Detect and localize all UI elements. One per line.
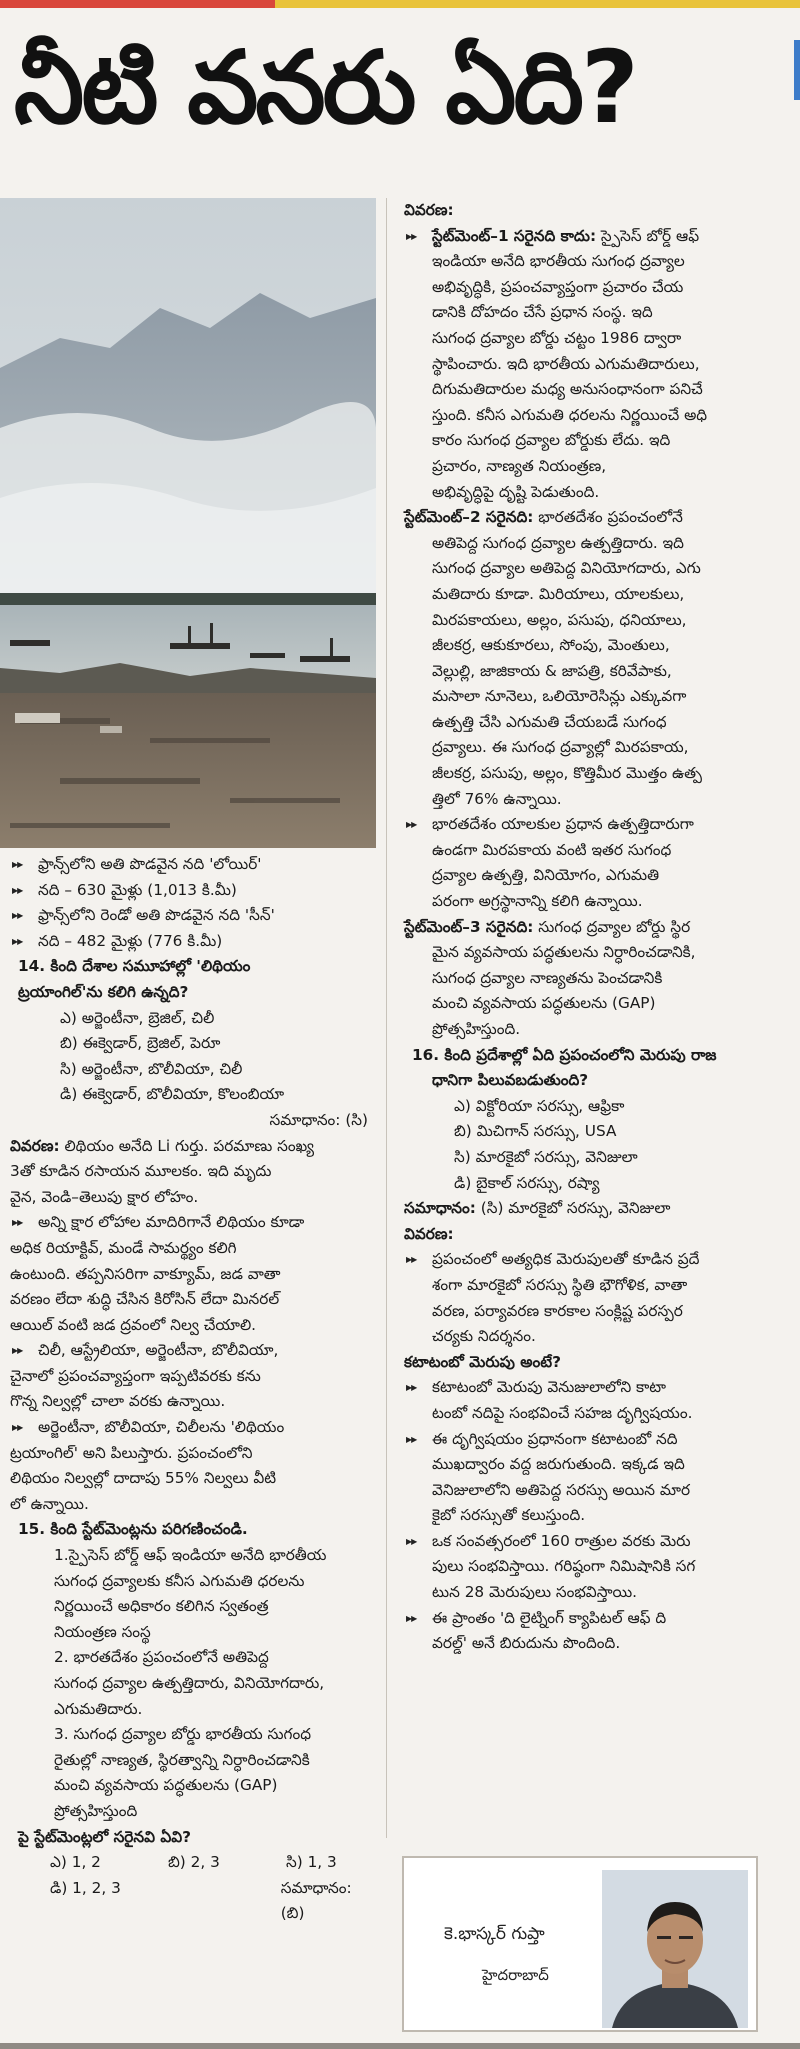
statement-line: ఎగుమతిదారు. <box>54 1699 143 1718</box>
text-line: ప్రోత్సహిస్తుంది. <box>432 1020 521 1038</box>
text-line: ముఖద్వారం వద్ద జరుగుతుంది. ఇక్కడ ఇది <box>432 1455 685 1474</box>
headline: నీటి వనరు ఏది? <box>14 29 636 146</box>
text-line: సుగంధ ద్రవ్యాల అతిపెద్ద వినియోగదారు, ఎగు <box>432 559 701 578</box>
statement-3-lead <box>404 915 792 941</box>
text-line: లో ఉన్నాయి. <box>10 1494 89 1513</box>
bullet-line: ▶▶ చిలీ, ఆస్ట్రేలియా, అర్జెంటీనా, బొలీవియా, <box>10 1338 378 1364</box>
text-line: సుగంధ ద్రవ్యాల బోర్డు చట్టం 1986 ద్వారా <box>432 328 682 347</box>
page-edge-marker <box>794 40 800 100</box>
text-line: జీలకర్ర, పసుపు, అల్లం, కొత్తిమీర మొత్తం ఉత్ప <box>432 764 702 783</box>
text-line: దిగుమతిదారుల మధ్య అనుసంధానంగా పనిచే <box>432 380 703 399</box>
explanation-text: లిథియం అనేది Li గుర్తు. పరమాణు సంఖ్య <box>59 1136 315 1155</box>
author-box <box>402 1856 758 2032</box>
option-c: సి) అర్జెంటీనా, బొలీవియా, చిలీ <box>60 1059 243 1078</box>
text-line: గొన్న నిల్వల్లో చాలా వరకు ఉన్నాయి. <box>10 1392 226 1411</box>
q15-option-c: సి) 1, 3 <box>286 1853 337 1872</box>
statement-line: 2. భారతదేశం ప్రపంచంలోనే అతిపెద్ద <box>54 1648 269 1667</box>
explanation-heading: వివరణ: <box>404 1224 454 1243</box>
text-line: ఉంటుంది. తప్పనిసరిగా వాక్యూమ్, జడ వాతా <box>10 1264 281 1283</box>
lake-photo-image <box>0 198 376 848</box>
statement-1-lead <box>404 224 792 250</box>
text-line: ద్రవ్యాల ఉత్పత్తి, వినియోగం, ఎగుమతి <box>432 866 660 885</box>
statement-line: ప్రోత్సహిస్తుంది <box>54 1801 138 1820</box>
text-line: వరణ, పర్యావరణ కారకాల సంక్లిష్ట పరస్పర <box>432 1301 683 1320</box>
right-column <box>404 198 792 1657</box>
option-a: ఎ) విక్టోరియా సరస్సు, ఆఫ్రికా <box>454 1096 625 1115</box>
statement-2-text: భారతదేశం ప్రపంచంలోనే <box>533 508 683 527</box>
bullet-line: ▶▶ ఫ్రాన్స్‌లోని అతి పొడవైన నది 'లోయిర్' <box>10 852 378 878</box>
explanation-lead <box>10 1134 378 1160</box>
text-line: 3తో కూడిన రసాయన మూలకం. ఇది మృదు <box>10 1162 272 1181</box>
bullet-line: ▶▶ ఈ దృగ్విషయం ప్రధానంగా కటాటంబో నది <box>404 1427 792 1453</box>
bullet-line: ▶▶ ఒక సంవత్సరంలో 160 రాత్రుల వరకు మెరు <box>404 1529 792 1555</box>
text-line: ప్రచారం, నాణ్యత నియంత్రణ, <box>432 456 607 475</box>
text-line: ద్రవ్యాలు. ఈ సుగంధ ద్రవ్యాల్లో మిరపకాయ, <box>432 738 689 757</box>
bottom-rule <box>0 2043 800 2049</box>
author-city: హైదరాబాద్ <box>482 1966 549 1984</box>
statement-line: సుగంధ ద్రవ్యాల ఉత్పత్తిదారు, వినియోగదారు, <box>54 1674 325 1692</box>
author-photo <box>602 1870 748 2028</box>
bullet-line: ▶▶ నది – 482 మైళ్లు (776 కి.మీ) <box>10 929 378 955</box>
option-a: ఎ) అర్జెంటీనా, బ్రెజిల్, చిలీ <box>60 1008 215 1027</box>
answer-16-label: సమాధానం: <box>404 1199 476 1218</box>
text-line: టంబో నదిపై సంభవించే సహజ దృగ్విషయం. <box>432 1403 693 1422</box>
bullet-line: ▶▶ భారతదేశం యాలకుల ప్రధాన ఉత్పత్తిదారుగా <box>404 812 792 838</box>
text-line: పులు సంభవిస్తాయి. గరిష్ఠంగా నిమిషానికి సగ <box>432 1557 696 1576</box>
q15-option-b: బి) 2, 3 <box>168 1853 220 1872</box>
text-line: వెనిజులాలోని అతిపెద్ద సరస్సు అయిన మార <box>432 1480 691 1499</box>
bullet-line: ▶▶ ఫ్రాన్స్‌లోని రెండో అతి పొడవైన నది 'సీన్' <box>10 903 378 929</box>
option-b: బి) ఈక్వెడార్, బ్రెజిల్, పెరూ <box>60 1034 221 1053</box>
text-line: స్థాపించారు. ఇది భారతీయ ఎగుమతిదారులు, <box>432 354 700 373</box>
text-line: వైన, వెండి–తెలుపు క్షార లోహం. <box>10 1187 199 1206</box>
lake-photo <box>0 198 376 848</box>
statement-line: సుగంధ ద్రవ్యాలకు కనీస ఎగుమతి ధరలను <box>54 1571 305 1590</box>
text-line: మతిదారు కూడా. మిరియాలు, యాలకులు, <box>432 584 685 603</box>
subheading-catatumbo: కటాటంబో మెరుపు అంటే? <box>404 1352 561 1371</box>
question-16-title-cont: ధానిగా పిలువబడుతుంది? <box>432 1071 589 1090</box>
text-line: అభివృద్ధిపై దృష్టి పెడుతుంది. <box>432 482 600 501</box>
statement-line: నిర్ణయించే అధికారం కలిగిన స్వతంత్ర <box>54 1597 269 1616</box>
text-line: లిథియం నిల్వల్లో దాదాపు 55% నిల్వలు వీటి <box>10 1469 277 1488</box>
text-line: అతిపెద్ద సుగంధ ద్రవ్యాల ఉత్పత్తిదారు. ఇది <box>432 533 684 552</box>
answer-16 <box>404 1196 792 1222</box>
statement-2-label: స్టేట్‌మెంట్–2 సరైనది: <box>404 508 534 527</box>
text-line: సుగంధ ద్రవ్యాల నాణ్యతను పెంచడానికి <box>432 968 663 987</box>
bullet-line: ▶▶ అర్జెంటీనా, బొలీవియా, చిలీలను 'లిథియం <box>10 1415 378 1441</box>
text-line: శంగా మారకైబో సరస్సు స్థితి భౌగోళిక, వాతా <box>432 1275 688 1294</box>
text-line: టున 28 మెరుపులు సంభవిస్తాయి. <box>432 1583 637 1602</box>
question-15-title: 15. కింది స్టేట్‌మెంట్లను పరిగణించండి. <box>18 1520 248 1539</box>
author-name: కె.భాస్కర్ గుప్తా <box>444 1924 545 1944</box>
text-line: మసాలా నూనెలు, ఒలియోరెసిన్లు ఎక్కువగా <box>432 687 687 706</box>
q15-option-d: డి) 1, 2, 3 <box>50 1878 121 1897</box>
statement-line: నియంత్రణ సంస్థ <box>54 1622 151 1641</box>
text-line: వరల్డ్' అనే బిరుదును పొందింది. <box>432 1634 621 1653</box>
text-line: ఇండియా అనేది భారతీయ సుగంధ ద్రవ్యాల <box>432 252 685 271</box>
answer-15: సమాధానం: (బి) <box>280 1878 352 1923</box>
option-d: డి) ఈక్వెడార్, బొలీవియా, కొలంబియా <box>60 1085 285 1104</box>
text-line: స్తుంది. కనీస ఎగుమతి ధరలను నిర్ణయించే అధి <box>432 405 708 424</box>
top-color-bar-accent <box>0 0 275 8</box>
q15-options-row-1 <box>10 1850 378 1876</box>
q15-option-a: ఎ) 1, 2 <box>50 1853 101 1872</box>
text-line: డానికి దోహదం చేసే ప్రధాన సంస్థ. ఇది <box>432 303 653 322</box>
text-line: త్తిలో 76% ఉన్నాయి. <box>432 789 562 808</box>
text-line: వెల్లుల్లి, జాజికాయ & జాపత్రి, కరివేపాకు, <box>432 661 672 680</box>
option-c: సి) మారకైబో సరస్సు, వెనిజులా <box>454 1147 638 1166</box>
author-portrait-image <box>602 1870 748 2028</box>
statement-line: 1.స్పైసెస్ బోర్డ్ ఆఫ్ ఇండియా అనేది భారతీయ <box>54 1546 327 1565</box>
question-15-ask: పై స్టేట్‌మెంట్లలో సరైనవి ఏవి? <box>18 1827 191 1846</box>
text-line: పరంగా అగ్రస్థానాన్ని కలిగి ఉన్నాయి. <box>432 892 643 911</box>
top-color-bar <box>0 0 800 8</box>
text-line: ట్రయాంగిల్' అని పిలుస్తారు. ప్రపంచంలోని <box>10 1443 253 1462</box>
statement-2-lead <box>404 505 792 531</box>
statement-3-label: స్టేట్‌మెంట్–3 సరైనది: <box>404 917 534 936</box>
question-14-title-cont: ట్రయాంగిల్'ను కలిగి ఉన్నది? <box>18 982 189 1001</box>
question-14-title: 14. కింది దేశాల సమూహాల్లో 'లిథియం <box>18 957 251 976</box>
statement-1-text: స్పైసెస్ బోర్డ్ ఆఫ్ <box>596 226 700 245</box>
text-line: వరణం లేదా శుద్ధి చేసిన కిరోసిన్ లేదా మినరల్ <box>10 1290 280 1309</box>
bullet-line: ▶▶ నది – 630 మైళ్లు (1,013 కి.మీ) <box>10 878 378 904</box>
answer-14: సమాధానం: (సి) <box>269 1110 368 1129</box>
left-column <box>10 852 378 1927</box>
q15-options-row-2 <box>10 1876 378 1927</box>
text-line: మంచి వ్యవసాయ పద్ధతులను (GAP) <box>432 994 656 1013</box>
explanation-heading: వివరణ: <box>404 201 454 219</box>
text-line: ఆయిల్ వంటి జడ ద్రవంలో నిల్వ చేయాలి. <box>10 1315 257 1334</box>
bullet-line: ▶▶ అన్ని క్షార లోహాల మాదిరిగానే లిథియం కూడా <box>10 1210 378 1236</box>
text-line: అభివృద్ధికి, ప్రపంచవ్యాప్తంగా ప్రచారం చేయ <box>432 277 684 296</box>
explanation-label: వివరణ: <box>10 1136 60 1155</box>
text-line: కారం సుగంధ ద్రవ్యాల బోర్డుకు లేదు. ఇది <box>432 431 671 450</box>
statement-1-label: స్టేట్‌మెంట్–1 సరైనది కాదు: <box>432 226 597 245</box>
text-line: మిరపకాయలు, అల్లం, పసుపు, ధనియాలు, <box>432 610 687 629</box>
statement-line: 3. సుగంధ ద్రవ్యాల బోర్డు భారతీయ సుగంధ <box>54 1725 312 1744</box>
text-line: చైనాలో ప్రపంచవ్యాప్తంగా ఇప్పటివరకు కను <box>10 1366 261 1385</box>
column-divider <box>386 198 387 1838</box>
text-line: జీలకర్ర, ఆకుకూరలు, సోంపు, మెంతులు, <box>432 636 670 655</box>
text-line: కైబో సరస్సుతో కలుస్తుంది. <box>432 1506 586 1525</box>
bullet-line: ▶▶ ఈ ప్రాంతం 'ది లైట్నింగ్ క్యాపిటల్ ఆఫ్ ది <box>404 1606 792 1632</box>
statement-3-text: సుగంధ ద్రవ్యాల బోర్డు స్థిర <box>533 917 691 936</box>
text-line: ఉండగా మిరపకాయ వంటి ఇతర సుగంధ <box>432 840 672 859</box>
text-line: అధిక రియాక్టివ్, మండే సామర్థ్యం కలిగి <box>10 1238 237 1257</box>
bullet-line: ▶▶ కటాటంబో మెరుపు వెనుజులాలోని కాటా <box>404 1375 792 1401</box>
statement-line: మంచి వ్యవసాయ పద్ధతులను (GAP) <box>54 1776 278 1795</box>
answer-16-text: (సి) మారకైబో సరస్సు, వెనిజులా <box>475 1199 671 1218</box>
option-b: బి) మిచిగాన్ సరస్సు, USA <box>454 1122 617 1141</box>
bullet-line: ▶▶ ప్రపంచంలో అత్యధిక మెరుపులతో కూడిన ప్రదే <box>404 1247 792 1273</box>
statement-line: రైతుల్లో నాణ్యత, స్థిరత్వాన్ని నిర్ధారించడానికి <box>54 1750 310 1769</box>
option-d: డి) బైకాల్ సరస్సు, రష్యా <box>454 1173 600 1192</box>
question-16-title: 16. కింది ప్రదేశాల్లో ఏది ప్రపంచంలోని మెరుపు రాజ <box>412 1045 717 1064</box>
text-line: చర్యకు నిదర్శనం. <box>432 1327 536 1346</box>
text-line: ఉత్పత్తి చేసి ఎగుమతి చేయబడే సుగంధ <box>432 712 667 731</box>
text-line: మైన వ్యవసాయ పద్ధతులను నిర్ధారించడానికి, <box>432 943 696 962</box>
